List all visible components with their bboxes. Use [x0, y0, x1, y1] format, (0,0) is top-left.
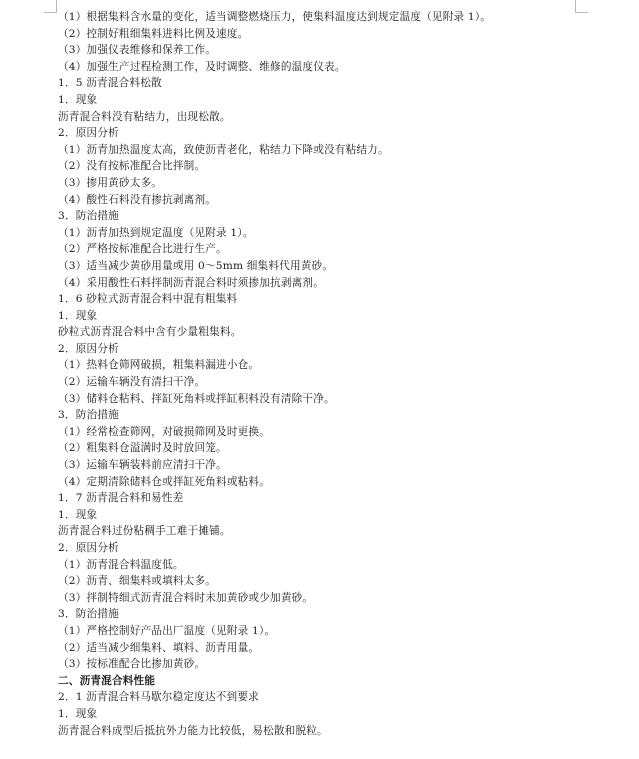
text-line: 1．5 沥青混合料松散 [58, 77, 162, 90]
text-line: 1．现象 [58, 508, 98, 521]
text-line: （3）储料仓粘料、拌缸死角料或拌缸积料没有清除干净。 [58, 392, 335, 405]
text-line: 3．防治措施 [58, 210, 119, 223]
text-line: （4）加强生产过程检测工作，及时调整、维修的温度仪表。 [58, 60, 346, 73]
text-line: （1）沥青加热到规定温度（见附录 1）。 [58, 226, 254, 239]
text-line: （3）适当减少黄砂用量或用 0～5mm 细集料代用黄砂。 [58, 259, 334, 272]
section-heading: 二、沥青混合料性能 [58, 674, 156, 687]
text-line: 3．防治措施 [58, 608, 119, 621]
text-line: （2）沥青、细集料或填料太多。 [58, 575, 217, 588]
text-line: （1）根据集料含水量的变化，适当调整燃烧压力，使集料温度达到规定温度（见附录 1）。 [58, 11, 492, 23]
text-line: （3）掺用黄砂太多。 [58, 176, 163, 189]
text-line: 砂粒式沥青混合料中含有少量粗集料。 [58, 326, 242, 339]
text-line: （4）定期清除储料仓或拌缸死角料或粘料。 [58, 475, 271, 488]
text-line: 1．6 砂粒式沥青混合料中混有粗集料 [58, 293, 238, 306]
text-line: （2）没有按标准配合比拌制。 [58, 160, 206, 173]
text-line: （2）运输车辆没有清扫干净。 [58, 376, 206, 389]
text-line: （2）严格按标准配合比进行生产。 [58, 243, 227, 256]
document-body [58, 9, 598, 739]
text-line: （1）严格控制好产品出厂温度（见附录 1）。 [58, 624, 276, 637]
text-line: 1．现象 [58, 309, 98, 322]
text-line: （2）适当减少细集料、填料、沥青用量。 [58, 641, 260, 654]
text-line: 3．防治措施 [58, 409, 119, 422]
text-line: （2）控制好粗细集料进料比例及速度。 [58, 27, 249, 40]
text-line: 1．现象 [58, 93, 98, 106]
text-line: （1）沥青加热温度太高，致使沥青老化，粘结力下降或没有粘结力。 [58, 143, 389, 156]
text-line: （3）拌制特细式沥青混合料时未加黄砂或少加黄砂。 [58, 591, 314, 604]
text-line: （1）经常检查筛网，对破损筛网及时更换。 [58, 425, 271, 438]
text-line: 2．1 沥青混合料马歇尔稳定度达不到要求 [58, 691, 259, 704]
text-line: （1）热料仓筛网破损，粗集料漏进小仓。 [58, 359, 260, 372]
text-line: （3）按标准配合比掺加黄砂。 [58, 658, 206, 671]
text-line: （3）运输车辆装料前应清扫干净。 [58, 459, 227, 472]
text-line: 1．现象 [58, 707, 98, 720]
text-line: （3）加强仪表维修和保养工作。 [58, 44, 217, 57]
text-line: （4）采用酸性石料拌制沥青混合料时须掺加抗剥离剂。 [58, 276, 324, 289]
text-line: 沥青混合料成型后抵抗外力能力比较低，易松散和脱粒。 [58, 724, 328, 737]
text-line: 2．原因分析 [58, 127, 119, 140]
text-line: 2．原因分析 [58, 342, 119, 355]
text-line: 沥青混合料过份粘稠手工难于摊铺。 [58, 525, 231, 538]
text-line: 1．7 沥青混合料和易性差 [58, 492, 184, 505]
page-corner-mark-top-left [44, 0, 57, 13]
text-line: 沥青混合料没有粘结力，出现松散。 [58, 110, 231, 123]
text-line: （2）粗集料仓溢满时及时放回笼。 [58, 442, 227, 455]
text-line: 2．原因分析 [58, 542, 119, 554]
text-line: （4）酸性石料没有掺抗剥离剂。 [58, 193, 217, 206]
text-line: （1）沥青混合料温度低。 [58, 558, 184, 571]
